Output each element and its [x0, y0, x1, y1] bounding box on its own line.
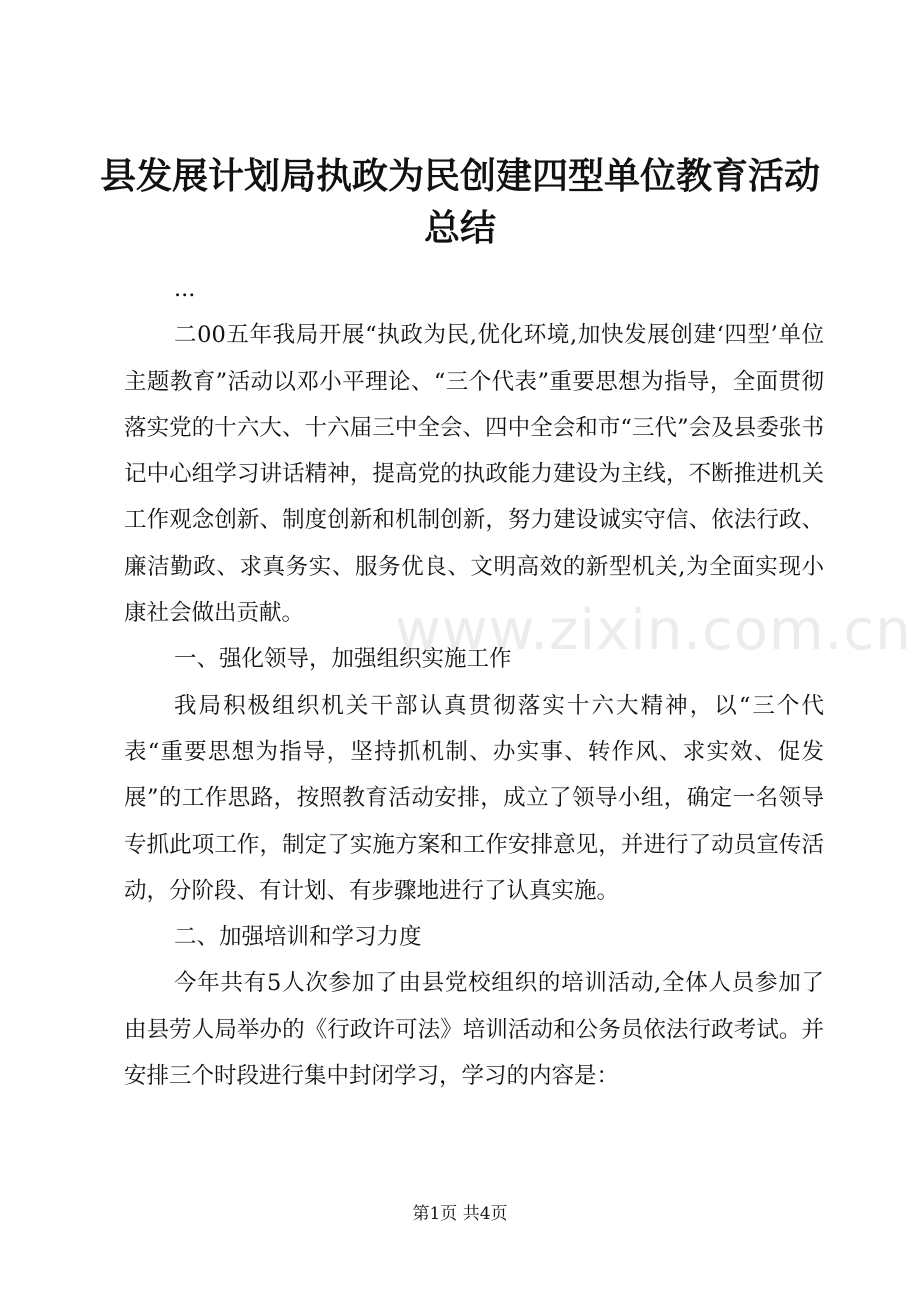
section-heading-1: 一、强化领导，加强组织实施工作 [174, 646, 512, 673]
intro-paragraph: 二00五年我局开展“执政为民,优化环境,加快发展创建‘四型’单位主题教育”活动以邓小平理论、“三个代表”重要思想为指导，全面贯彻落实党的十六大、十六届三中全会、四中全会和市“三代”会及县委张书记中心组学习讲话精神，提高党的执政能力建设为主线，不断推进机关工作观念创新、制度创新和机制创新，努力建设诚实守信、依法行政、廉洁勤政、求真务实、服务优良、文明高效的新型机关,为全面实现小康社会做出贡献。 [124, 322, 824, 627]
section-paragraph-1: 我局积极组织机关干部认真贯彻落实十六大精神，以“三个代表“重要思想为指导，坚持抓机制、办实事、转作风、求实效、促发展”的工作思路，按照教育活动安排，成立了领导小组，确定一名领导专抓此项工作，制定了实施方案和工作安排意见，并进行了动员宣传活动，分阶段、有计划、有步骤地进行了认真实施。 [124, 692, 824, 904]
title-line-1: 县发展计划局执政为民创建四型单位教育活动 [100, 155, 821, 197]
watermark: www.zixin.com.cn [395, 598, 912, 663]
ellipsis-paragraph: ... [174, 276, 196, 302]
title-line-2: 总结 [423, 207, 496, 249]
section-paragraph-2: 今年共有5人次参加了由县党校组织的培训活动,全体人员参加了由县劳人局举办的《行政许可法》培训活动和公务员依法行政考试。并安排三个时段进行集中封闭学习，学习的内容是： [124, 970, 824, 1090]
document-body [124, 266, 824, 1099]
section-heading-2: 二、加强培训和学习力度 [174, 924, 422, 951]
page-footer: 第1页 共4页 [412, 1204, 508, 1224]
document-title [100, 150, 820, 254]
